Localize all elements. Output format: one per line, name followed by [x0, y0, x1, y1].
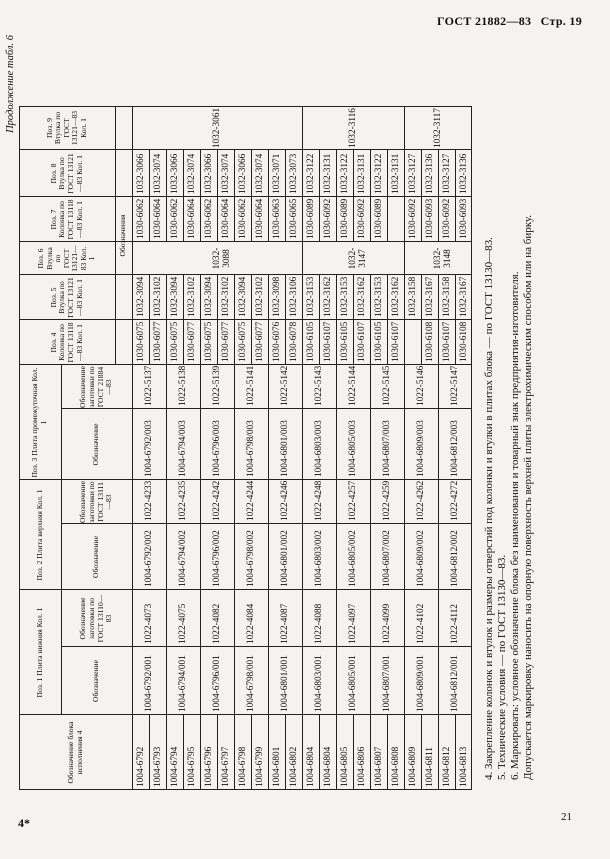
cell-pos8: 1032-3073	[288, 153, 299, 194]
cell-pos4: 1030-6078	[288, 321, 299, 362]
cell-pos8: 1032-3071	[271, 153, 282, 194]
row-line	[234, 715, 235, 790]
row-line	[183, 715, 184, 790]
cell-block: 1004-6807	[373, 746, 384, 787]
cell-block: 1004-6797	[220, 746, 231, 787]
cell-pos4: 1030-6075	[169, 321, 180, 362]
cell-pos1: 1004-6803/001	[314, 655, 324, 712]
cell-pos4: 1030-6107	[322, 321, 333, 362]
cell-pos1: 1004-6812/001	[450, 655, 460, 712]
cell-pos1: 1004-6801/001	[280, 655, 290, 712]
row-line	[336, 150, 337, 242]
cell-pos8: 1032-3074	[220, 153, 231, 194]
row-line	[353, 275, 354, 365]
cell-pos7: 1030-6062	[203, 198, 214, 239]
header-pos2-zag: Обозначение заготовки по ГОСТ 13111—83	[78, 481, 114, 523]
cell-pos3-zag: 1022-5139	[212, 365, 222, 406]
cell-block: 1004-6811	[424, 747, 435, 787]
cell-pos2: 1004-6796/002	[212, 530, 222, 587]
cell-block: 1004-6813	[458, 746, 469, 787]
cell-pos8: 1032-3127	[407, 153, 418, 194]
header-pos1-zag: Обозначение заготовки по ГОСТ 13110—83	[78, 594, 114, 643]
row-line	[285, 150, 286, 242]
row-line	[200, 715, 201, 790]
row-line	[404, 150, 405, 242]
notes	[483, 40, 535, 780]
cell-pos5: 1032-3102	[186, 276, 197, 317]
cell-pos5: 1032-3158	[441, 276, 452, 317]
cell-pos5: 1032-3167	[424, 276, 435, 317]
cell-pos2-zag: 1022-4262	[416, 480, 426, 521]
cell-pos4: 1030-6075	[237, 321, 248, 362]
cell-pos5: 1032-3162	[356, 276, 367, 317]
group-line	[404, 242, 405, 275]
row-line	[302, 715, 303, 790]
cell-pos1: 1004-6809/001	[416, 655, 426, 712]
row-line	[166, 275, 167, 365]
cell-pos7: 1030-6093	[458, 198, 469, 239]
row-line	[251, 715, 252, 790]
row-line	[421, 150, 422, 242]
cell-block: 1004-6792	[135, 746, 146, 787]
cell-pos4: 1030-6107	[441, 321, 452, 362]
cell-pos7: 1030-6092	[441, 198, 452, 239]
header-pos2-oboz: Обозначение	[91, 536, 101, 578]
cell-pos2: 1004-6801/002	[280, 530, 290, 587]
cell-pos4: 1030-6077	[186, 321, 197, 362]
cell-block: 1004-6796	[203, 746, 214, 787]
row-line	[217, 275, 218, 365]
row-line	[234, 365, 235, 715]
note-7: Допускается маркировку наносить на опорную поверхность верхней плиты электрохимическим способом или на бирку.	[522, 214, 534, 780]
row-line	[166, 715, 167, 790]
cell-pos3-zag: 1022-5143	[314, 365, 324, 406]
row-line	[336, 275, 337, 365]
cell-pos1-zag: 1022-4088	[314, 603, 324, 644]
row-line	[268, 150, 269, 242]
row-line	[302, 150, 303, 242]
cell-pos1-zag: 1022-4097	[348, 603, 358, 644]
cell-pos8: 1032-3074	[152, 153, 163, 194]
cell-pos3-zag: 1022-5141	[246, 365, 256, 406]
cell-pos4: 1030-6077	[152, 321, 163, 362]
cell-pos5: 1032-3153	[305, 276, 316, 317]
header-pos3-oboz: Обозначение	[91, 423, 101, 466]
header-pos5: Поз. 5 Втулка по ГОСТ 13121—83 Кол. 1	[48, 277, 84, 318]
cell-block: 1004-6793	[152, 746, 163, 787]
cell-pos3-zag: 1022-5138	[178, 365, 188, 406]
row-line	[251, 275, 252, 365]
running-header	[431, 14, 582, 29]
cell-pos3-zag: 1022-5146	[416, 365, 426, 406]
cell-pos3: 1004-6796/003	[212, 420, 222, 477]
cell-pos6-group: 1032-3148	[433, 247, 453, 270]
cell-block: 1004-6812	[441, 746, 452, 787]
cell-pos6-group: 1032-3088	[212, 247, 232, 270]
cell-pos8: 1032-3127	[441, 153, 452, 194]
cell-pos8: 1032-3066	[135, 153, 146, 194]
cell-pos4: 1030-6077	[220, 321, 231, 362]
cell-block: 1004-6804	[305, 746, 316, 787]
cell-pos4: 1030-6108	[458, 321, 469, 362]
cell-pos3-zag: 1022-5137	[144, 365, 154, 406]
row-line	[302, 275, 303, 365]
cell-pos8: 1032-3066	[237, 153, 248, 194]
cell-pos4: 1030-6075	[135, 321, 146, 362]
header-oboznacheniya: Обозначения	[118, 214, 128, 257]
row-line	[319, 715, 320, 790]
cell-pos5: 1032-3098	[271, 276, 282, 317]
row-line	[149, 275, 150, 365]
header-pos6: Поз. 6 Втулка по ГОСТ 13121—83 Кол. 1	[35, 245, 97, 272]
cell-pos2: 1004-6812/002	[450, 530, 460, 587]
row-line	[268, 715, 269, 790]
cell-pos4: 1030-6105	[305, 321, 316, 362]
cell-pos1-zag: 1022-4087	[280, 603, 290, 644]
cell-pos4: 1030-6107	[356, 321, 367, 362]
row-line	[438, 150, 439, 242]
row-line	[166, 150, 167, 242]
header-pos9: Поз. 9 Втулка по ГОСТ 13121—83 Кол. 1	[44, 110, 88, 146]
cell-pos7: 1030-6064	[254, 198, 265, 239]
row-line	[353, 715, 354, 790]
cell-pos5: 1032-3153	[339, 276, 350, 317]
cell-block: 1004-6799	[254, 746, 265, 787]
cell-pos8: 1032-3122	[373, 153, 384, 194]
cell-pos2-zag: 1022-4272	[450, 480, 460, 521]
cell-block: 1004-6798	[237, 746, 248, 787]
cell-pos5: 1032-3102	[254, 276, 265, 317]
cell-pos8: 1032-3122	[339, 153, 350, 194]
cell-pos1-zag: 1022-4112	[450, 604, 460, 644]
cell-pos2: 1004-6807/002	[382, 530, 392, 587]
row-line	[421, 715, 422, 790]
cell-pos4: 1030-6105	[373, 321, 384, 362]
row-line	[319, 150, 320, 242]
row-line	[370, 150, 371, 242]
cell-pos8: 1032-3074	[254, 153, 265, 194]
cell-pos1-zag: 1022-4099	[382, 603, 392, 644]
header-pos2: Поз. 2 Плита верхняя Кол. 1	[34, 489, 44, 581]
cell-pos5: 1032-3094	[135, 276, 146, 317]
cell-block: 1004-6795	[186, 746, 197, 787]
cell-pos1-zag: 1022-4082	[212, 603, 222, 644]
row-line	[200, 150, 201, 242]
row-line	[217, 150, 218, 242]
row-line	[285, 715, 286, 790]
cell-block: 1004-6809	[407, 746, 418, 787]
cell-pos1: 1004-6792/001	[144, 655, 154, 712]
row-line	[149, 715, 150, 790]
cell-pos7: 1030-6093	[424, 198, 435, 239]
row-line	[387, 150, 388, 242]
cell-pos7: 1030-6062	[135, 198, 146, 239]
cell-pos4: 1030-6105	[339, 321, 350, 362]
cell-pos2: 1004-6805/002	[348, 530, 358, 587]
cell-pos5: 1032-3094	[237, 276, 248, 317]
row-line	[251, 150, 252, 242]
cell-pos5: 1032-3102	[152, 276, 163, 317]
row-line	[268, 365, 269, 715]
row-line	[183, 275, 184, 365]
row-line	[455, 275, 456, 365]
cell-pos1-zag: 1022-4084	[246, 603, 256, 644]
note-6: 6. Маркировать: условное обозначение блока без наименования и товарный знак предприятия-изготовителя.	[509, 271, 521, 780]
standard-number: ГОСТ 21882—83	[436, 14, 532, 28]
row-line	[438, 715, 439, 790]
cell-pos7: 1030-6064	[152, 198, 163, 239]
cell-pos5: 1032-3153	[373, 276, 384, 317]
cell-pos4: 1030-6075	[203, 321, 214, 362]
continuation-label: Продолжение табл. 6	[5, 35, 16, 133]
cell-pos1-zag: 1022-4075	[178, 603, 188, 644]
row-line	[200, 275, 201, 365]
cell-pos1: 1004-6798/001	[246, 655, 256, 712]
cell-pos5: 1032-3162	[390, 276, 401, 317]
cell-block: 1004-6802	[288, 746, 299, 787]
cell-block: 1004-6804	[322, 746, 333, 787]
cell-pos3: 1004-6801/003	[280, 420, 290, 477]
cell-block: 1004-6801	[271, 746, 282, 787]
cell-pos8: 1032-3136	[424, 153, 435, 194]
cell-pos7: 1030-6092	[322, 198, 333, 239]
row-line	[455, 715, 456, 790]
row-line	[166, 365, 167, 715]
cell-pos1: 1004-6794/001	[178, 655, 188, 712]
cell-block: 1004-6794	[169, 746, 180, 787]
header-pos3: Поз. 3 Плита промежуточная Кол. 1	[30, 367, 48, 478]
cell-pos7: 1030-6064	[186, 198, 197, 239]
cell-pos7: 1030-6092	[407, 198, 418, 239]
cell-pos2: 1004-6798/002	[246, 530, 256, 587]
cell-pos3: 1004-6812/003	[450, 420, 460, 477]
row-line	[336, 715, 337, 790]
cell-pos5: 1032-3162	[322, 276, 333, 317]
cell-pos1: 1004-6807/001	[382, 655, 392, 712]
row-line	[421, 275, 422, 365]
cell-pos3: 1004-6805/003	[348, 420, 358, 477]
row-line	[183, 150, 184, 242]
row-line	[353, 150, 354, 242]
header-pos1: Поз. 1 Плита нижняя Кол. 1	[34, 607, 44, 698]
cell-pos4: 1030-6077	[254, 321, 265, 362]
cell-pos9-group: 1032-3117	[433, 108, 443, 148]
cell-pos7: 1030-6092	[356, 198, 367, 239]
cell-pos3: 1004-6803/003	[314, 420, 324, 477]
cell-pos9-group: 1032-3116	[348, 108, 358, 148]
cell-pos2: 1004-6803/002	[314, 530, 324, 587]
header-pos8: Поз. 8 Втулка по ГОСТ 13121—83 Кол. 1	[48, 153, 84, 194]
header-block: Обозначение блока исполнения 4	[65, 721, 84, 784]
row-line	[217, 715, 218, 790]
cell-pos3-zag: 1022-5144	[348, 365, 358, 406]
header-pos1-oboz: Обозначение	[91, 660, 101, 702]
cell-pos5: 1032-3102	[220, 276, 231, 317]
cell-pos5: 1032-3167	[458, 276, 469, 317]
cell-pos4: 1030-6108	[424, 321, 435, 362]
cell-pos7: 1030-6062	[169, 198, 180, 239]
cell-pos2-zag: 1022-4235	[178, 480, 188, 521]
row-line	[319, 275, 320, 365]
cell-pos2-zag: 1022-4244	[246, 480, 256, 521]
cell-pos2-zag: 1022-4248	[314, 480, 324, 521]
row-line	[200, 365, 201, 715]
cell-block: 1004-6805	[339, 746, 350, 787]
signature-mark: 4*	[18, 816, 30, 830]
cell-pos7: 1030-6062	[237, 198, 248, 239]
cell-pos2-zag: 1022-4242	[212, 480, 222, 521]
cell-pos2-zag: 1022-4259	[382, 480, 392, 521]
row-line	[370, 275, 371, 365]
cell-pos8: 1032-3131	[322, 153, 333, 194]
cell-pos6-group: 1032-3147	[348, 247, 368, 270]
cell-pos8: 1032-3131	[390, 153, 401, 194]
cell-pos8: 1032-3122	[305, 153, 316, 194]
row-line	[370, 365, 371, 715]
cell-pos1-zag: 1022-4102	[416, 603, 426, 644]
cell-pos7: 1030-6063	[271, 198, 282, 239]
cell-block: 1004-6808	[390, 746, 401, 787]
cell-pos4: 1030-6076	[271, 321, 282, 362]
group-line	[404, 106, 405, 150]
cell-pos1-zag: 1022-4073	[144, 603, 154, 644]
page-label: Стр. 19	[540, 14, 582, 28]
cell-pos5: 1032-3094	[203, 276, 214, 317]
cell-pos5: 1032-3094	[169, 276, 180, 317]
row-line	[404, 715, 405, 790]
cell-pos7: 1030-6065	[288, 198, 299, 239]
row-line	[438, 365, 439, 715]
row-line	[149, 150, 150, 242]
cell-pos9-group: 1032-3061	[212, 107, 222, 149]
cell-pos3-zag: 1022-5145	[382, 365, 392, 406]
cell-pos1: 1004-6805/001	[348, 655, 358, 712]
row-line	[336, 365, 337, 715]
cell-pos5: 1032-3106	[288, 276, 299, 317]
cell-pos5: 1032-3158	[407, 276, 418, 317]
row-line	[370, 715, 371, 790]
row-line	[438, 275, 439, 365]
header-pos7: Поз. 7 Колонка по ГОСТ 13118—83 Кол. 1	[48, 199, 84, 240]
cell-pos3-zag: 1022-5142	[280, 365, 290, 406]
row-line	[387, 715, 388, 790]
cell-pos3: 1004-6794/003	[178, 420, 188, 477]
note-5: 5. Технические условия — по ГОСТ 13130—83.	[496, 554, 508, 780]
row-line	[234, 275, 235, 365]
cell-pos8: 1032-3066	[169, 153, 180, 194]
cell-pos2: 1004-6792/002	[144, 530, 154, 587]
note-4: 4. Закрепление колонок и втулок и размеры отверстий под колонки и втулки в плитах блока — по ГОСТ 13130—83.	[483, 237, 495, 780]
cell-pos2-zag: 1022-4246	[280, 480, 290, 521]
cell-pos3: 1004-6792/003	[144, 420, 154, 477]
row-line	[234, 150, 235, 242]
cell-pos1: 1004-6796/001	[212, 655, 222, 712]
cell-pos8: 1032-3074	[186, 153, 197, 194]
row-line	[268, 275, 269, 365]
cell-pos2: 1004-6794/002	[178, 530, 188, 587]
spec-table	[19, 35, 473, 790]
grid-hline	[132, 106, 133, 790]
row-line	[285, 275, 286, 365]
cell-pos8: 1032-3131	[356, 153, 367, 194]
header-pos4: Поз. 4 Колонка по ГОСТ 13118—83 Кол. 1	[48, 322, 84, 363]
cell-pos3: 1004-6807/003	[382, 420, 392, 477]
cell-block: 1004-6806	[356, 746, 367, 787]
cell-pos7: 1030-6064	[220, 198, 231, 239]
cell-pos7: 1030-6089	[339, 198, 350, 239]
page-number: 21	[561, 811, 572, 823]
cell-pos7: 1030-6089	[305, 198, 316, 239]
cell-pos7: 1030-6089	[373, 198, 384, 239]
cell-pos3: 1004-6798/003	[246, 420, 256, 477]
cell-pos8: 1032-3066	[203, 153, 214, 194]
row-line	[387, 275, 388, 365]
row-line	[302, 365, 303, 715]
row-line	[404, 365, 405, 715]
header-pos3-zag: Обозначение заготовки по ГОСТ 21884—83	[78, 366, 114, 408]
cell-pos3: 1004-6809/003	[416, 420, 426, 477]
group-line	[302, 106, 303, 150]
rotated-table-page	[5, 35, 595, 790]
group-line	[302, 242, 303, 275]
row-line	[455, 150, 456, 242]
cell-pos8: 1032-3136	[458, 153, 469, 194]
cell-pos3-zag: 1022-5147	[450, 365, 460, 406]
row-line	[404, 275, 405, 365]
cell-pos2-zag: 1022-4233	[144, 480, 154, 521]
cell-pos4: 1030-6107	[390, 321, 401, 362]
cell-pos2-zag: 1022-4257	[348, 480, 358, 521]
cell-pos2: 1004-6809/002	[416, 530, 426, 587]
